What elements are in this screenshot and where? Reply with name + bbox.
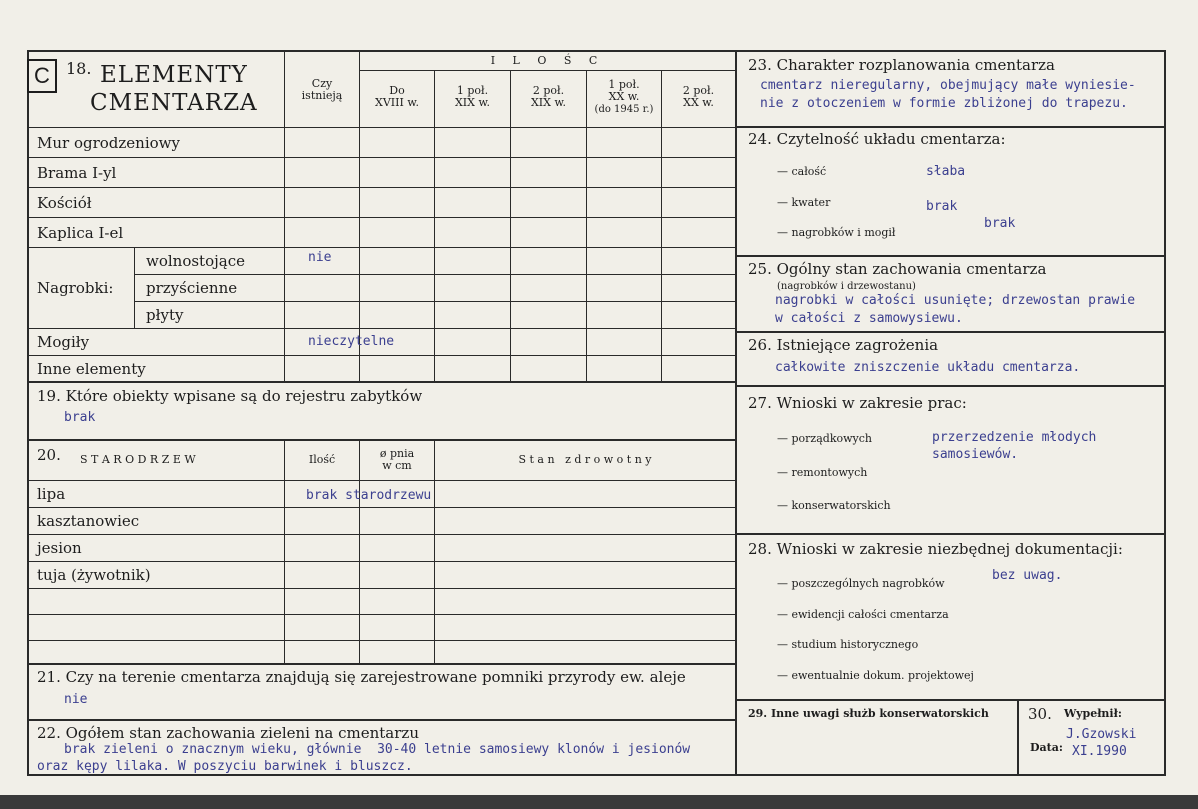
works-item-repair: — remontowych: [777, 466, 868, 479]
section-23-line-1: cmentarz nieregularny, obejmujący małe wyniesie-: [760, 78, 1136, 93]
docs-item-project: — ewentualnie dokum. projektowej: [777, 669, 974, 682]
row-label-kaplica: Kaplica I-el: [37, 224, 124, 242]
section-27-label: 27. Wnioski w zakresie prac:: [748, 394, 967, 412]
section-20-title: S T A R O D R Z E W: [80, 453, 196, 466]
section-21-label: 21. Czy na terenie cmentarza znajdują się zarejestrowane pomniki przyrody ew. aleje: [37, 668, 686, 686]
ilosc-header: I L O Ś C: [490, 54, 605, 67]
section-25-label: 25. Ogólny stan zachowania cmentarza: [748, 260, 1047, 278]
frame-top: [27, 50, 1166, 52]
period-header-2-l1: 1 poł.: [456, 84, 489, 97]
section-24-label: 24. Czytelność układu cmentarza:: [748, 130, 1006, 148]
date-value: XI.1990: [1072, 744, 1127, 759]
docs-item-historical: — studium historycznego: [777, 638, 919, 651]
row-label-plyty: płyty: [146, 306, 184, 324]
row-label-przyscienne: przyścienne: [146, 279, 238, 297]
wolnostojace-exists-value: nie: [308, 250, 332, 265]
row-label-kosciol: Kościół: [37, 194, 92, 212]
starodrzew-pnia-header-1: ø pnia: [379, 447, 415, 460]
starodrzew-ilosc-header: Ilość: [308, 453, 336, 466]
row-label-mur: Mur ogrodzeniowy: [37, 134, 180, 152]
legibility-item-whole: — całość: [777, 165, 827, 178]
period-header-4-l2: XX w.: [608, 90, 640, 103]
filled-by-label: Wypełnił:: [1064, 707, 1122, 720]
row-label-brama: Brama I-yl: [37, 164, 117, 182]
row-label-inne: Inne elementy: [37, 360, 146, 378]
legibility-value-graves: brak: [984, 216, 1016, 231]
section-28-label: 28. Wnioski w zakresie niezbędnej dokumentacji:: [748, 540, 1123, 558]
section-25-line-1: nagrobki w całości usunięte; drzewostan prawie: [775, 293, 1136, 308]
section-19-value: brak: [64, 410, 96, 425]
frame-right: [1164, 50, 1166, 776]
legibility-item-graves: — nagrobków i mogił: [777, 226, 896, 239]
legibility-value-whole: słaba: [926, 164, 966, 179]
section-letter-box: C: [27, 59, 57, 93]
period-header-3-l2: XIX w.: [530, 96, 567, 109]
section-19-label: 19. Które obiekty wpisane są do rejestru zabytków: [37, 387, 423, 405]
period-header-2-l2: XIX w.: [454, 96, 491, 109]
section-26-label: 26. Istniejące zagrożenia: [748, 336, 939, 354]
section-26-value: całkowite zniszczenie układu cmentarza.: [775, 360, 1081, 375]
column-divider: [735, 50, 737, 776]
section-22-line-2: oraz kępy lilaka. W poszyciu barwinek i bluszcz.: [37, 759, 413, 774]
section-18-number: 18.: [66, 59, 92, 78]
section-20-number: 20.: [37, 446, 61, 464]
section-18-title-2: CMENTARZA: [90, 90, 258, 116]
section-18-title-1: ELEMENTY: [100, 62, 248, 88]
legibility-item-quarters: — kwater: [777, 196, 831, 209]
frame-left: [27, 50, 29, 776]
section-25-sub: (nagrobków i drzewostanu): [777, 281, 916, 292]
works-item-conservation: — konserwatorskich: [777, 499, 891, 512]
row-label-mogily: Mogiły: [37, 333, 90, 351]
starodrzew-pnia-header-2: w cm: [382, 459, 412, 472]
mogily-exists-value: nieczytelne: [308, 334, 395, 349]
filled-by-name: J.Gzowski: [1066, 727, 1137, 742]
section-27-line-2: samosiewów.: [932, 447, 1019, 462]
works-item-cleanup: — porządkowych: [777, 432, 872, 445]
docs-item-gravestones: — poszczególnych nagrobków: [777, 577, 945, 590]
tree-row-tuja: tuja (żywotnik): [37, 566, 151, 584]
section-29-label: 29. Inne uwagi służb konserwatorskich: [748, 707, 989, 720]
starodrzew-value: brak starodrzewu: [306, 488, 432, 503]
docs-item-records: — ewidencji całości cmentarza: [777, 608, 949, 621]
frame-bottom: [27, 774, 1166, 776]
legibility-value-quarters: brak: [926, 199, 958, 214]
section-22-label: 22. Ogółem stan zachowania zieleni na cmentarzu: [37, 724, 419, 742]
section-21-value: nie: [64, 692, 88, 707]
exists-header-1: Czy: [311, 77, 333, 90]
period-header-1-l1: Do: [389, 84, 405, 97]
section-28-value: bez uwag.: [992, 568, 1063, 583]
row-label-wolnostojace: wolnostojące: [146, 252, 245, 270]
period-header-4-l1: 1 poł.: [608, 78, 640, 91]
tree-row-kasztanowiec: kasztanowiec: [37, 512, 140, 530]
section-22-line-1: brak zieleni o znacznym wieku, głównie 30-40 letnie samosiewy klonów i jesionów: [64, 742, 691, 757]
date-label: Data:: [1030, 741, 1063, 754]
section-30-number: 30.: [1028, 705, 1052, 723]
section-23-line-2: nie z otoczeniem w formie zbliżonej do trapezu.: [760, 96, 1128, 111]
period-header-1-l2: XVIII w.: [375, 96, 419, 109]
section-27-line-1: przerzedzenie młodych: [932, 430, 1097, 445]
period-header-4-l3: (do 1945 r.): [594, 104, 654, 115]
row-label-nagrobki: Nagrobki:: [37, 279, 114, 297]
starodrzew-stan-header: S t a n z d r o w o t n y: [518, 453, 652, 466]
tree-row-lipa: lipa: [37, 485, 66, 503]
tree-row-jesion: jesion: [37, 539, 82, 557]
section-25-line-2: w całości z samowysiewu.: [775, 311, 963, 326]
period-header-3-l1: 2 poł.: [532, 84, 565, 97]
period-header-5-l2: XX w.: [683, 96, 714, 109]
section-23-label: 23. Charakter rozplanowania cmentarza: [748, 56, 1055, 74]
exists-header-2: istnieją: [301, 89, 343, 102]
period-header-5-l1: 2 poł.: [682, 84, 715, 97]
